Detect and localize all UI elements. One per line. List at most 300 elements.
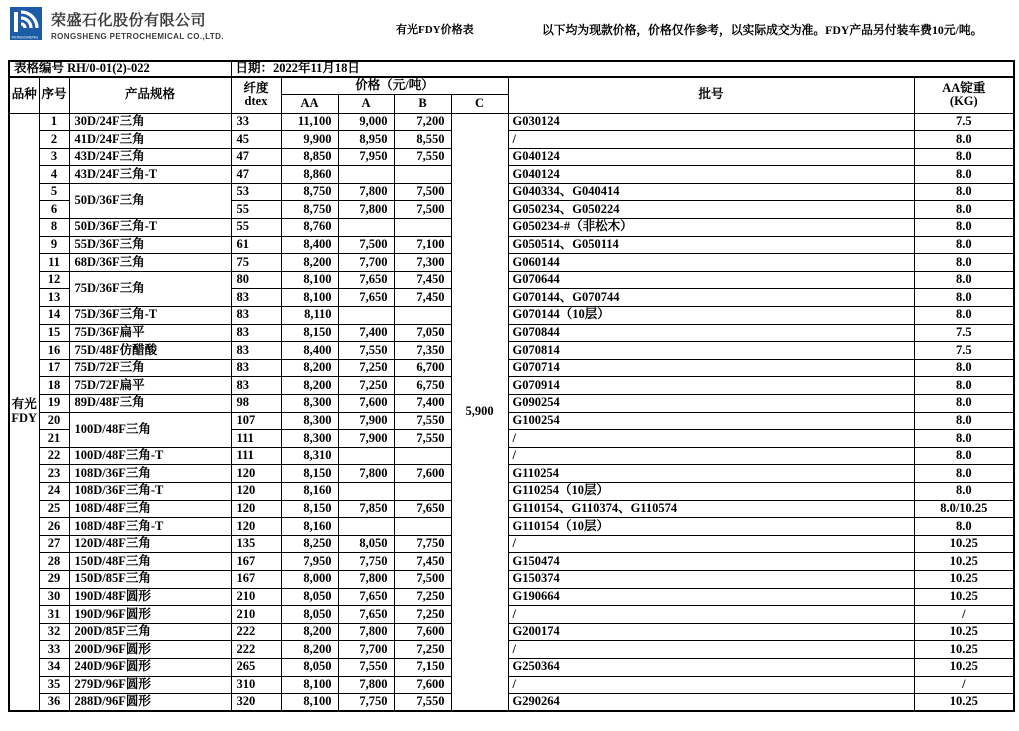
serial-cell: 27 bbox=[39, 535, 69, 553]
company-name-cn: 荣盛石化股份有限公司 bbox=[51, 12, 207, 29]
dtex-cell: 111 bbox=[231, 447, 281, 465]
serial-cell: 14 bbox=[39, 307, 69, 325]
weight-cell: 8.0 bbox=[914, 377, 1014, 395]
price-a-cell: 7,550 bbox=[338, 658, 394, 676]
spec-cell: 50D/36F三角-T bbox=[69, 219, 231, 237]
serial-cell: 28 bbox=[39, 553, 69, 571]
dtex-cell: 83 bbox=[231, 342, 281, 360]
price-a-cell: 7,650 bbox=[338, 289, 394, 307]
price-a-cell: 7,800 bbox=[338, 676, 394, 694]
spec-cell: 89D/48F三角 bbox=[69, 395, 231, 413]
dtex-cell: 167 bbox=[231, 570, 281, 588]
price-a-cell: 7,250 bbox=[338, 377, 394, 395]
price-a-cell: 7,800 bbox=[338, 201, 394, 219]
serial-cell: 30 bbox=[39, 588, 69, 606]
price-a-cell: 7,650 bbox=[338, 588, 394, 606]
weight-cell: 8.0 bbox=[914, 359, 1014, 377]
table-row bbox=[9, 412, 1014, 430]
table-row bbox=[9, 535, 1014, 553]
weight-cell: 8.0 bbox=[914, 430, 1014, 448]
batch-cell: G110254 bbox=[508, 465, 914, 483]
dtex-cell: 120 bbox=[231, 500, 281, 518]
serial-cell: 32 bbox=[39, 623, 69, 641]
batch-cell: G050234、G050224 bbox=[508, 201, 914, 219]
batch-cell: G150374 bbox=[508, 570, 914, 588]
table-row bbox=[9, 518, 1014, 536]
serial-cell: 25 bbox=[39, 500, 69, 518]
price-aa-cell: 8,000 bbox=[281, 570, 338, 588]
table-row bbox=[9, 658, 1014, 676]
price-aa-cell: 8,100 bbox=[281, 271, 338, 289]
serial-cell: 36 bbox=[39, 694, 69, 712]
weight-cell: 7.5 bbox=[914, 113, 1014, 131]
table-row bbox=[9, 570, 1014, 588]
col-header-grade-a: A bbox=[338, 94, 394, 113]
col-header-weight bbox=[914, 77, 1014, 113]
spec-cell: 75D/36F扁平 bbox=[69, 324, 231, 342]
dtex-cell: 210 bbox=[231, 588, 281, 606]
batch-cell: G050234-#（非松木） bbox=[508, 219, 914, 237]
table-row bbox=[9, 377, 1014, 395]
price-aa-cell: 8,100 bbox=[281, 676, 338, 694]
spec-cell: 108D/48F三角-T bbox=[69, 518, 231, 536]
price-aa-cell: 8,150 bbox=[281, 465, 338, 483]
serial-cell: 29 bbox=[39, 570, 69, 588]
table-row bbox=[9, 606, 1014, 624]
batch-cell: / bbox=[508, 430, 914, 448]
table-row bbox=[9, 131, 1014, 149]
table-row bbox=[9, 113, 1014, 131]
price-b-cell: 7,150 bbox=[394, 658, 451, 676]
price-aa-cell: 8,150 bbox=[281, 324, 338, 342]
price-b-cell: 7,500 bbox=[394, 183, 451, 201]
table-meta-row bbox=[9, 61, 1014, 77]
dtex-cell: 83 bbox=[231, 289, 281, 307]
price-b-cell bbox=[394, 166, 451, 184]
price-table bbox=[8, 60, 1015, 712]
weight-cell: 8.0 bbox=[914, 219, 1014, 237]
spec-cell: 43D/24F三角 bbox=[69, 148, 231, 166]
batch-cell: G070644 bbox=[508, 271, 914, 289]
dtex-cell: 111 bbox=[231, 430, 281, 448]
price-a-cell: 7,750 bbox=[338, 694, 394, 712]
price-a-cell: 7,900 bbox=[338, 430, 394, 448]
price-aa-cell: 8,400 bbox=[281, 236, 338, 254]
dtex-cell: 83 bbox=[231, 324, 281, 342]
price-b-cell bbox=[394, 307, 451, 325]
serial-cell: 8 bbox=[39, 219, 69, 237]
spec-cell: 100D/48F三角 bbox=[69, 412, 231, 447]
dtex-cell: 33 bbox=[231, 113, 281, 131]
price-a-cell: 7,550 bbox=[338, 342, 394, 360]
price-aa-cell: 8,100 bbox=[281, 289, 338, 307]
spec-cell: 50D/36F三角 bbox=[69, 183, 231, 218]
col-header-dtex-en: dtex bbox=[244, 94, 268, 109]
price-a-cell: 7,800 bbox=[338, 570, 394, 588]
spec-cell: 100D/48F三角-T bbox=[69, 447, 231, 465]
spec-cell: 30D/24F三角 bbox=[69, 113, 231, 131]
spec-cell: 150D/48F三角 bbox=[69, 553, 231, 571]
serial-cell: 35 bbox=[39, 676, 69, 694]
spec-cell: 108D/36F三角-T bbox=[69, 482, 231, 500]
price-aa-cell: 8,200 bbox=[281, 359, 338, 377]
price-b-cell: 8,550 bbox=[394, 131, 451, 149]
batch-cell: G040334、G040414 bbox=[508, 183, 914, 201]
spec-cell: 150D/85F三角 bbox=[69, 570, 231, 588]
weight-cell: 8.0 bbox=[914, 166, 1014, 184]
serial-cell: 4 bbox=[39, 166, 69, 184]
weight-cell: 10.25 bbox=[914, 658, 1014, 676]
price-aa-cell: 8,850 bbox=[281, 148, 338, 166]
price-a-cell: 7,750 bbox=[338, 553, 394, 571]
dtex-cell: 47 bbox=[231, 148, 281, 166]
spec-cell: 41D/24F三角 bbox=[69, 131, 231, 149]
price-b-cell: 7,050 bbox=[394, 324, 451, 342]
price-b-cell: 7,200 bbox=[394, 113, 451, 131]
price-a-cell bbox=[338, 166, 394, 184]
weight-cell: 10.25 bbox=[914, 641, 1014, 659]
weight-cell: 10.25 bbox=[914, 588, 1014, 606]
price-b-cell: 7,450 bbox=[394, 271, 451, 289]
col-header-spec: 产品规格 bbox=[69, 77, 231, 113]
table-row bbox=[9, 183, 1014, 201]
product-type-cell: 有光 FDY bbox=[9, 113, 39, 711]
weight-cell: 8.0 bbox=[914, 148, 1014, 166]
company-name-en: RONGSHENG PETROCHEMICAL CO.,LTD. bbox=[51, 32, 224, 41]
dtex-cell: 222 bbox=[231, 641, 281, 659]
price-aa-cell: 7,950 bbox=[281, 553, 338, 571]
table-row bbox=[9, 342, 1014, 360]
price-b-cell: 7,500 bbox=[394, 201, 451, 219]
serial-cell: 15 bbox=[39, 324, 69, 342]
price-a-cell: 7,950 bbox=[338, 148, 394, 166]
batch-cell: G190664 bbox=[508, 588, 914, 606]
price-b-cell: 7,500 bbox=[394, 570, 451, 588]
weight-cell: / bbox=[914, 606, 1014, 624]
spec-cell: 190D/48F圆形 bbox=[69, 588, 231, 606]
spec-cell: 43D/24F三角-T bbox=[69, 166, 231, 184]
price-aa-cell: 8,750 bbox=[281, 183, 338, 201]
serial-cell: 33 bbox=[39, 641, 69, 659]
price-a-cell: 7,850 bbox=[338, 500, 394, 518]
batch-cell: G150474 bbox=[508, 553, 914, 571]
weight-cell: 8.0 bbox=[914, 518, 1014, 536]
price-aa-cell: 8,750 bbox=[281, 201, 338, 219]
serial-cell: 18 bbox=[39, 377, 69, 395]
spec-cell: 108D/48F三角 bbox=[69, 500, 231, 518]
col-header-weight-unit: (KG) bbox=[949, 94, 978, 109]
price-aa-cell: 8,250 bbox=[281, 535, 338, 553]
batch-cell: G070714 bbox=[508, 359, 914, 377]
table-header-row-1 bbox=[9, 77, 1014, 94]
price-b-cell: 7,600 bbox=[394, 676, 451, 694]
table-row bbox=[9, 254, 1014, 272]
table-row bbox=[9, 395, 1014, 413]
price-aa-cell: 8,300 bbox=[281, 430, 338, 448]
batch-cell: G090254 bbox=[508, 395, 914, 413]
dtex-cell: 53 bbox=[231, 183, 281, 201]
price-aa-cell: 8,300 bbox=[281, 395, 338, 413]
weight-cell: 8.0 bbox=[914, 236, 1014, 254]
company-logo-icon bbox=[9, 7, 45, 45]
price-b-cell bbox=[394, 219, 451, 237]
price-a-cell bbox=[338, 518, 394, 536]
batch-cell: G070144、G070744 bbox=[508, 289, 914, 307]
price-b-cell bbox=[394, 482, 451, 500]
serial-cell: 34 bbox=[39, 658, 69, 676]
price-b-cell: 7,450 bbox=[394, 553, 451, 571]
dtex-cell: 98 bbox=[231, 395, 281, 413]
weight-cell: 8.0 bbox=[914, 395, 1014, 413]
spec-cell: 75D/36F三角-T bbox=[69, 307, 231, 325]
price-b-cell: 7,750 bbox=[394, 535, 451, 553]
serial-cell: 11 bbox=[39, 254, 69, 272]
price-b-cell: 7,250 bbox=[394, 606, 451, 624]
price-b-cell: 6,700 bbox=[394, 359, 451, 377]
serial-cell: 2 bbox=[39, 131, 69, 149]
spec-cell: 55D/36F三角 bbox=[69, 236, 231, 254]
spec-cell: 75D/72F扁平 bbox=[69, 377, 231, 395]
weight-cell: 10.25 bbox=[914, 535, 1014, 553]
table-row bbox=[9, 676, 1014, 694]
price-aa-cell: 8,200 bbox=[281, 377, 338, 395]
spec-cell: 75D/72F三角 bbox=[69, 359, 231, 377]
batch-cell: / bbox=[508, 131, 914, 149]
table-row bbox=[9, 553, 1014, 571]
dtex-cell: 61 bbox=[231, 236, 281, 254]
spec-cell: 279D/96F圆形 bbox=[69, 676, 231, 694]
price-aa-cell: 11,100 bbox=[281, 113, 338, 131]
price-b-cell bbox=[394, 447, 451, 465]
dtex-cell: 80 bbox=[231, 271, 281, 289]
price-a-cell: 7,250 bbox=[338, 359, 394, 377]
weight-cell: 8.0 bbox=[914, 254, 1014, 272]
batch-cell: / bbox=[508, 447, 914, 465]
weight-cell: / bbox=[914, 676, 1014, 694]
col-header-dtex bbox=[231, 77, 281, 113]
weight-cell: 8.0 bbox=[914, 412, 1014, 430]
price-aa-cell: 8,200 bbox=[281, 623, 338, 641]
serial-cell: 9 bbox=[39, 236, 69, 254]
spec-cell: 288D/96F圆形 bbox=[69, 694, 231, 712]
form-number-cell: 表格编号 RH/0-01(2)-022 bbox=[9, 61, 231, 77]
batch-cell: G060144 bbox=[508, 254, 914, 272]
batch-cell: G070814 bbox=[508, 342, 914, 360]
price-a-cell: 9,000 bbox=[338, 113, 394, 131]
batch-cell: G100254 bbox=[508, 412, 914, 430]
batch-cell: G040124 bbox=[508, 148, 914, 166]
price-a-cell: 7,700 bbox=[338, 641, 394, 659]
spec-cell: 108D/36F三角 bbox=[69, 465, 231, 483]
price-aa-cell: 8,310 bbox=[281, 447, 338, 465]
spec-cell: 75D/48F仿醋酸 bbox=[69, 342, 231, 360]
col-header-grade-b: B bbox=[394, 94, 451, 113]
dtex-cell: 120 bbox=[231, 482, 281, 500]
price-a-cell: 7,800 bbox=[338, 183, 394, 201]
serial-cell: 17 bbox=[39, 359, 69, 377]
weight-cell: 8.0 bbox=[914, 289, 1014, 307]
price-b-cell: 7,300 bbox=[394, 254, 451, 272]
batch-cell: G200174 bbox=[508, 623, 914, 641]
dtex-cell: 265 bbox=[231, 658, 281, 676]
weight-cell: 7.5 bbox=[914, 342, 1014, 360]
dtex-cell: 210 bbox=[231, 606, 281, 624]
price-a-cell bbox=[338, 482, 394, 500]
price-aa-cell: 8,050 bbox=[281, 658, 338, 676]
col-header-weight-cn: AA锭重 bbox=[942, 80, 986, 95]
weight-cell: 8.0 bbox=[914, 447, 1014, 465]
table-row bbox=[9, 465, 1014, 483]
price-a-cell: 7,400 bbox=[338, 324, 394, 342]
dtex-cell: 320 bbox=[231, 694, 281, 712]
price-b-cell: 7,250 bbox=[394, 641, 451, 659]
price-b-cell: 7,350 bbox=[394, 342, 451, 360]
serial-cell: 23 bbox=[39, 465, 69, 483]
price-aa-cell: 8,160 bbox=[281, 518, 338, 536]
table-row bbox=[9, 219, 1014, 237]
serial-cell: 5 bbox=[39, 183, 69, 201]
table-row bbox=[9, 148, 1014, 166]
price-a-cell: 7,650 bbox=[338, 606, 394, 624]
price-b-cell: 7,550 bbox=[394, 430, 451, 448]
dtex-cell: 55 bbox=[231, 201, 281, 219]
dtex-cell: 107 bbox=[231, 412, 281, 430]
serial-cell: 21 bbox=[39, 430, 69, 448]
dtex-cell: 167 bbox=[231, 553, 281, 571]
price-aa-cell: 8,760 bbox=[281, 219, 338, 237]
price-a-cell: 7,800 bbox=[338, 465, 394, 483]
batch-cell: G250364 bbox=[508, 658, 914, 676]
price-a-cell: 8,050 bbox=[338, 535, 394, 553]
price-table-body bbox=[9, 113, 1014, 711]
serial-cell: 1 bbox=[39, 113, 69, 131]
table-row bbox=[9, 307, 1014, 325]
batch-cell: / bbox=[508, 535, 914, 553]
price-aa-cell: 8,150 bbox=[281, 500, 338, 518]
logo-text: RONGSHENG bbox=[12, 34, 39, 40]
price-b-cell: 7,100 bbox=[394, 236, 451, 254]
dtex-cell: 120 bbox=[231, 465, 281, 483]
dtex-cell: 120 bbox=[231, 518, 281, 536]
dtex-cell: 45 bbox=[231, 131, 281, 149]
spec-cell: 75D/36F三角 bbox=[69, 271, 231, 306]
table-row bbox=[9, 166, 1014, 184]
weight-cell: 10.25 bbox=[914, 570, 1014, 588]
price-a-cell: 8,950 bbox=[338, 131, 394, 149]
batch-cell: G110254（10层） bbox=[508, 482, 914, 500]
table-row bbox=[9, 623, 1014, 641]
table-row bbox=[9, 694, 1014, 712]
serial-cell: 19 bbox=[39, 395, 69, 413]
col-header-price-group: 价格（元/吨） bbox=[281, 77, 508, 94]
price-aa-cell: 8,100 bbox=[281, 694, 338, 712]
price-b-cell bbox=[394, 518, 451, 536]
weight-cell: 8.0 bbox=[914, 271, 1014, 289]
table-row bbox=[9, 236, 1014, 254]
price-aa-cell: 8,050 bbox=[281, 588, 338, 606]
batch-cell: G070144（10层） bbox=[508, 307, 914, 325]
col-header-grade-c: C bbox=[451, 94, 508, 113]
price-b-cell: 7,250 bbox=[394, 588, 451, 606]
batch-cell: G070914 bbox=[508, 377, 914, 395]
document-title: 有光FDY价格表 bbox=[396, 24, 474, 36]
dtex-cell: 47 bbox=[231, 166, 281, 184]
price-b-cell: 7,450 bbox=[394, 289, 451, 307]
serial-cell: 20 bbox=[39, 412, 69, 430]
batch-cell: G070844 bbox=[508, 324, 914, 342]
batch-cell: / bbox=[508, 676, 914, 694]
price-b-cell: 7,550 bbox=[394, 694, 451, 712]
batch-cell: G040124 bbox=[508, 166, 914, 184]
batch-cell: G030124 bbox=[508, 113, 914, 131]
spec-cell: 120D/48F三角 bbox=[69, 535, 231, 553]
price-b-cell: 7,400 bbox=[394, 395, 451, 413]
table-row bbox=[9, 447, 1014, 465]
batch-cell: / bbox=[508, 641, 914, 659]
weight-cell: 10.25 bbox=[914, 553, 1014, 571]
table-row bbox=[9, 271, 1014, 289]
price-a-cell: 7,600 bbox=[338, 395, 394, 413]
price-a-cell: 7,800 bbox=[338, 623, 394, 641]
serial-cell: 16 bbox=[39, 342, 69, 360]
price-a-cell bbox=[338, 219, 394, 237]
weight-cell: 10.25 bbox=[914, 694, 1014, 712]
price-aa-cell: 8,110 bbox=[281, 307, 338, 325]
price-b-cell: 6,750 bbox=[394, 377, 451, 395]
table-row bbox=[9, 482, 1014, 500]
spec-cell: 240D/96F圆形 bbox=[69, 658, 231, 676]
weight-cell: 8.0 bbox=[914, 465, 1014, 483]
col-header-batch: 批号 bbox=[508, 77, 914, 113]
serial-cell: 24 bbox=[39, 482, 69, 500]
dtex-cell: 222 bbox=[231, 623, 281, 641]
table-row bbox=[9, 588, 1014, 606]
weight-cell: 8.0/10.25 bbox=[914, 500, 1014, 518]
serial-cell: 22 bbox=[39, 447, 69, 465]
col-header-serial: 序号 bbox=[39, 77, 69, 113]
batch-cell: G110154（10层） bbox=[508, 518, 914, 536]
spec-cell: 200D/96F圆形 bbox=[69, 641, 231, 659]
price-b-cell: 7,600 bbox=[394, 465, 451, 483]
dtex-cell: 83 bbox=[231, 307, 281, 325]
price-aa-cell: 8,160 bbox=[281, 482, 338, 500]
price-aa-cell: 8,200 bbox=[281, 641, 338, 659]
price-b-cell: 7,650 bbox=[394, 500, 451, 518]
price-a-cell bbox=[338, 447, 394, 465]
serial-cell: 13 bbox=[39, 289, 69, 307]
batch-cell: / bbox=[508, 606, 914, 624]
price-a-cell: 7,900 bbox=[338, 412, 394, 430]
serial-cell: 6 bbox=[39, 201, 69, 219]
serial-cell: 3 bbox=[39, 148, 69, 166]
price-aa-cell: 8,400 bbox=[281, 342, 338, 360]
price-a-cell: 7,500 bbox=[338, 236, 394, 254]
price-b-cell: 7,600 bbox=[394, 623, 451, 641]
weight-cell: 8.0 bbox=[914, 482, 1014, 500]
weight-cell: 8.0 bbox=[914, 131, 1014, 149]
serial-cell: 26 bbox=[39, 518, 69, 536]
batch-cell: G050514、G050114 bbox=[508, 236, 914, 254]
batch-cell: G110154、G110374、G110574 bbox=[508, 500, 914, 518]
company-header bbox=[9, 7, 224, 45]
date-cell: 日期：2022年11月18日 bbox=[231, 61, 1014, 77]
price-aa-cell: 8,300 bbox=[281, 412, 338, 430]
price-aa-cell: 9,900 bbox=[281, 131, 338, 149]
spec-cell: 200D/85F三角 bbox=[69, 623, 231, 641]
serial-cell: 31 bbox=[39, 606, 69, 624]
price-disclaimer-note: 以下均为现款价格，价格仅作参考，以实际成交为准。FDY产品另付装车费10元/吨。 bbox=[542, 23, 983, 37]
table-row bbox=[9, 359, 1014, 377]
